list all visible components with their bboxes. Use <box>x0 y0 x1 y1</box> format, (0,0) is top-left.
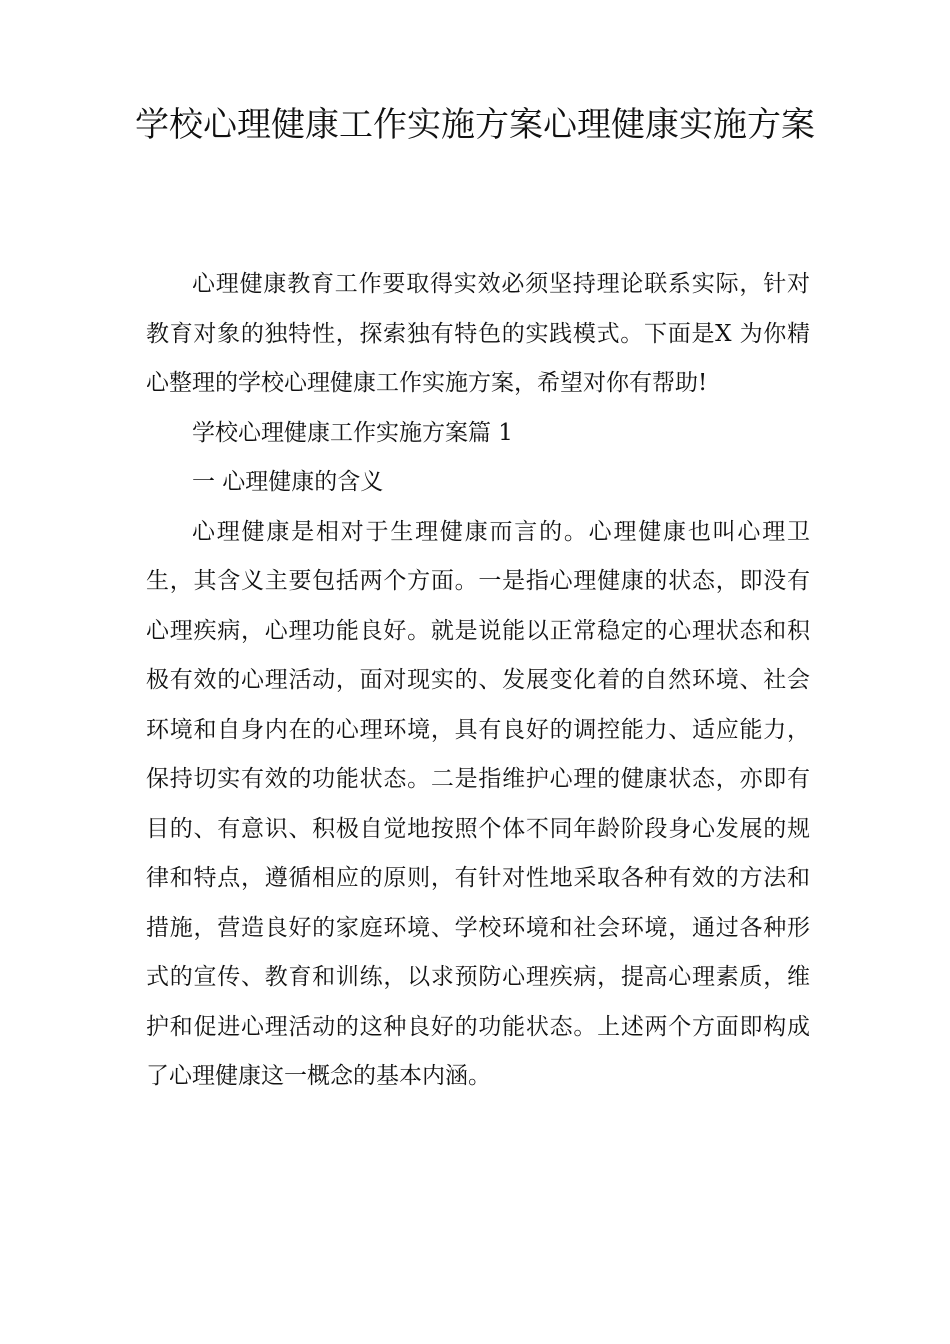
document-body <box>146 260 810 1102</box>
body-paragraph: 心理健康是相对于生理健康而言的。心理健康也叫心理卫生，其含义主要包括两个方面。一是指心理健康的状态，即没有心理疾病，心理功能良好。就是说能以正常稳定的心理状态和积极有效的心理活动，面对现实的、发展变化着的自然环境、社会环境和自身内在的心理环境，具有良好的调控能力、适应能力，保持切实有效的功能状态。二是指维护心理的健康状态，亦即有目的、有意识、积极自觉地按照个体不同年龄阶段身心发展的规律和特点，遵循相应的原则，有针对性地采取各种有效的方法和措施，营造良好的家庭环境、学校环境和社会环境，通过各种形式的宣传、教育和训练，以求预防心理疾病，提高心理素质，维护和促进心理活动的这种良好的功能状态。上述两个方面即构成了心理健康这一概念的基本内涵。 <box>146 518 810 1089</box>
section-heading: 学校心理健康工作实施方案篇 1 <box>192 419 513 446</box>
document-title: 学校心理健康工作实施方案心理健康实施方案 <box>135 105 815 145</box>
intro-paragraph: 心理健康教育工作要取得实效必须坚持理论联系实际，针对教育对象的独特性，探索独有特色的实践模式。下面是X 为你精心整理的学校心理健康工作实施方案，希望对你有帮助! <box>146 271 810 396</box>
subsection-heading: 一 心理健康的含义 <box>192 469 384 495</box>
